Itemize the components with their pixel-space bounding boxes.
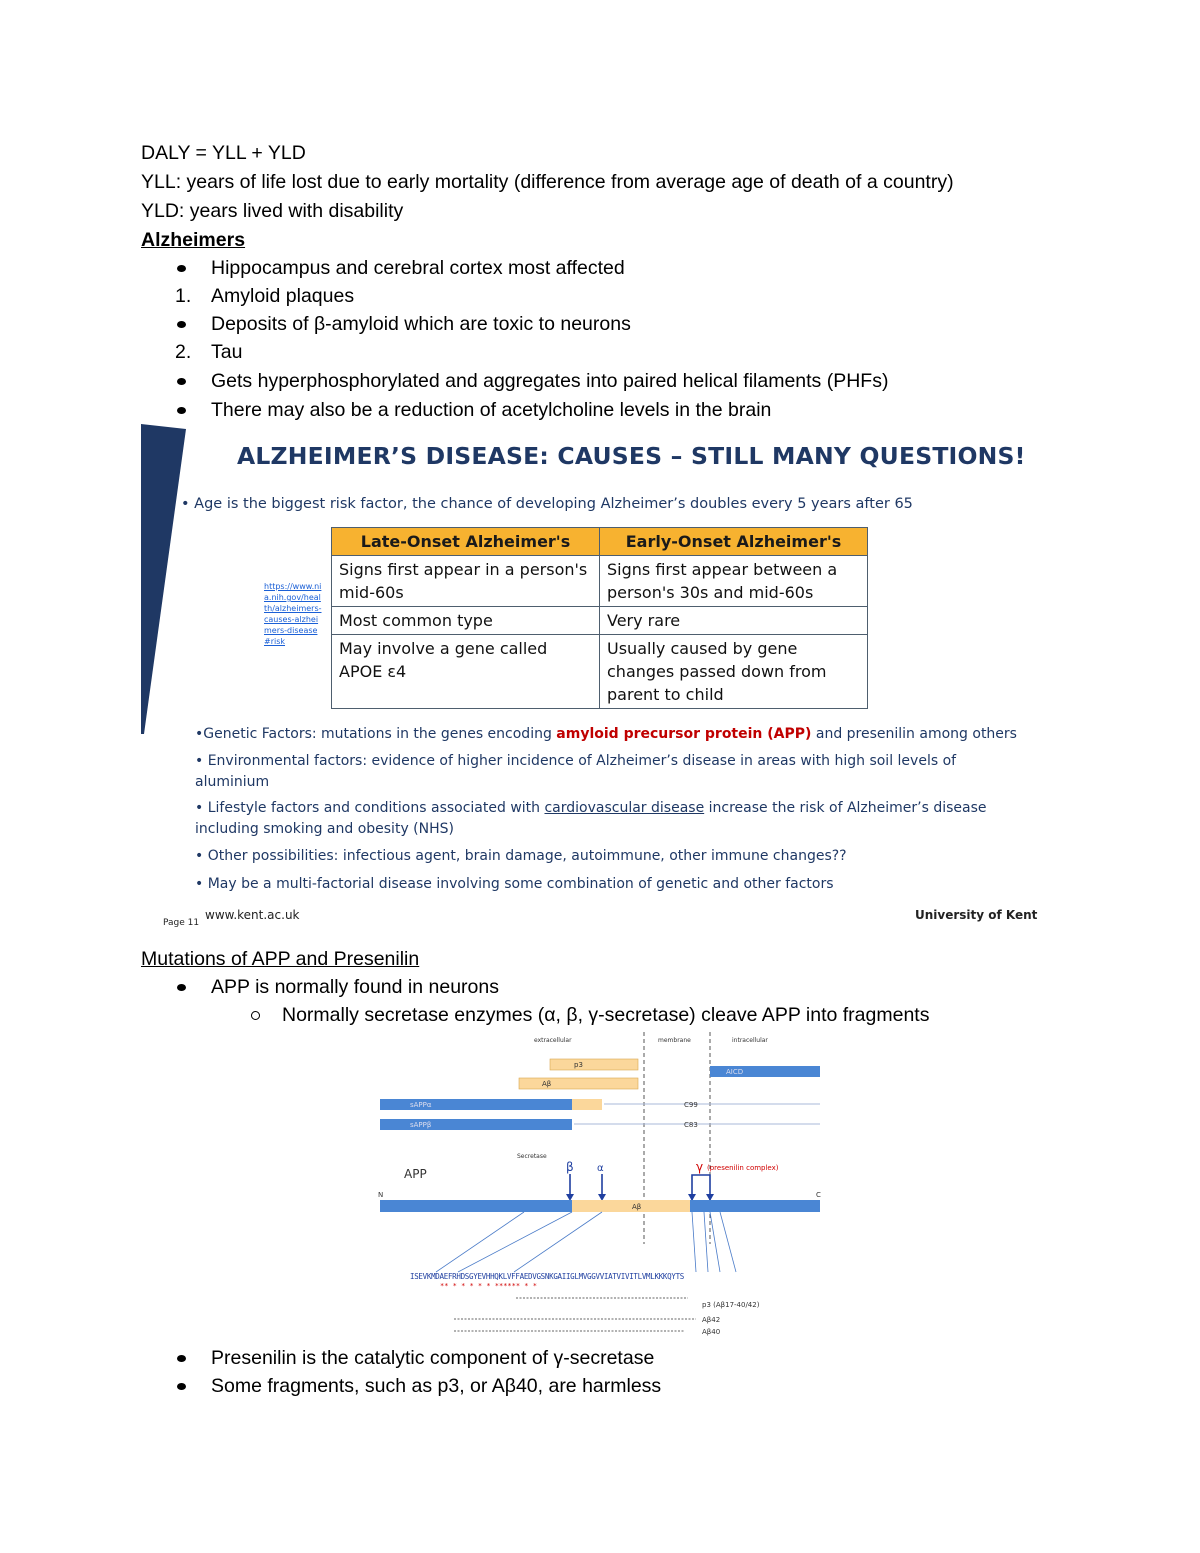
daly-formula: DALY = YLL + YLD	[141, 142, 306, 164]
bullet-icon	[177, 1355, 186, 1362]
table-header: Early-Onset Alzheimer's	[600, 528, 868, 556]
abeta-fragment-bar	[519, 1078, 638, 1089]
lecture-slide	[141, 424, 1038, 939]
website-footer: www.kent.ac.uk	[205, 908, 300, 922]
app-bar-n	[380, 1200, 572, 1212]
app-label: APP	[404, 1167, 427, 1181]
mutation-stars: ** * * * * * ****** * *	[440, 1282, 537, 1290]
lifestyle-factors-cont: including smoking and obesity (NHS)	[195, 821, 454, 837]
mutations-heading: Mutations of APP and Presenilin	[141, 948, 420, 970]
secretase-label: Secretase	[517, 1153, 547, 1160]
multifactorial-point: • May be a multi-factorial disease involving some combination of genetic and other factors	[195, 876, 834, 892]
gamma-bracket-icon	[692, 1175, 710, 1201]
other-possibilities: • Other possibilities: infectious agent, brain damage, autoimmune, other immune changes??	[195, 848, 847, 864]
bullet-icon	[177, 378, 186, 385]
peptide-sequence: ISEVKMDAEFRHDSGYEVHHQKLVFFAEDVGSNKGAIIGLMVGGVVIATVIVITLVMLKKKQYTS	[410, 1272, 685, 1281]
alzheimers-heading: Alzheimers	[141, 229, 246, 251]
table-cell: Signs first appear between a person's 30s and mid-60s	[600, 556, 868, 607]
sappb-bar	[380, 1119, 572, 1130]
bullet-icon	[177, 265, 186, 272]
genetic-factors: •Genetic Factors: mutations in the genes encoding amyloid precursor protein (APP) and presenilin among others	[195, 726, 1017, 742]
table-cell: Most common type	[332, 607, 600, 635]
slide-accent-shape	[141, 424, 191, 744]
gamma-arrowhead-left-icon	[688, 1194, 696, 1201]
beta-arrowhead-icon	[566, 1194, 574, 1201]
nia-link[interactable]: https://www.nia.nih.gov/health/alzheimers-causes-alzheimers-disease#risk	[264, 582, 322, 646]
region-membrane: membrane	[658, 1037, 691, 1044]
sappb-label: sAPPβ	[410, 1121, 432, 1129]
university-logo: University of Kent	[915, 908, 1038, 922]
beta-label: β	[566, 1160, 574, 1174]
yll-definition: YLL: years of life lost due to early mortality (difference from average age of death of a country)	[141, 171, 954, 193]
onset-comparison-table	[331, 527, 868, 709]
presenilin-complex-label: (presenilin complex)	[707, 1164, 779, 1172]
gamma-arrowhead-right-icon	[706, 1194, 714, 1201]
gamma-label: γ	[696, 1160, 704, 1174]
table-cell: Very rare	[600, 607, 868, 635]
sequence-connector-lines	[436, 1212, 736, 1272]
circle-bullet-icon	[251, 1011, 260, 1020]
table-header: Late-Onset Alzheimer's	[332, 528, 600, 556]
sappa-tail-bar	[572, 1099, 602, 1110]
aicd-label: AICD	[726, 1068, 744, 1076]
cardiovascular-link[interactable]: cardiovascular disease	[544, 800, 705, 816]
app-bar-abeta	[572, 1200, 690, 1212]
bullet-icon	[177, 984, 186, 991]
c83-label: C83	[684, 1121, 698, 1129]
region-intracellular: intracellular	[732, 1037, 768, 1044]
alpha-arrowhead-icon	[598, 1194, 606, 1201]
bullet-icon	[177, 321, 186, 328]
environmental-factors: • Environmental factors: evidence of higher incidence of Alzheimer’s disease in areas with high soil levels of	[195, 753, 957, 769]
table-cell: Usually caused by gene changes passed down from parent to child	[600, 635, 868, 709]
p3-fragment-bar	[550, 1059, 638, 1070]
environmental-factors-cont: aluminium	[195, 774, 270, 790]
bullet-icon	[177, 1383, 186, 1390]
app-cleavage-diagram	[374, 1032, 830, 1344]
slide-title: ALZHEIMER’S DISEASE: CAUSES – STILL MANY QUESTIONS!	[237, 442, 1026, 470]
table-cell: May involve a gene called APOE ε4	[332, 635, 600, 709]
app-bar-c	[690, 1200, 820, 1212]
region-extracellular: extracellular	[534, 1037, 572, 1044]
sappa-bar	[380, 1099, 572, 1110]
sappa-label: sAPPα	[410, 1101, 432, 1109]
yld-definition: YLD: years lived with disability	[141, 200, 404, 222]
lifestyle-factors: • Lifestyle factors and conditions associated with cardiovascular disease increase the risk of Alzheimer’s disease	[195, 800, 987, 816]
c-terminus-label: C	[816, 1191, 821, 1199]
ab40-range-label: Aβ40	[702, 1328, 721, 1336]
age-risk-point: • Age is the biggest risk factor, the chance of developing Alzheimer’s doubles every 5 years after 65	[181, 496, 913, 512]
p3-label: p3	[574, 1061, 583, 1069]
c99-label: C99	[684, 1101, 698, 1109]
table-cell: Signs first appear in a person's mid-60s	[332, 556, 600, 607]
ab42-range-label: Aβ42	[702, 1316, 721, 1324]
bullet-icon	[177, 407, 186, 414]
n-terminus-label: N	[378, 1191, 384, 1199]
abeta-label: Aβ	[542, 1080, 552, 1088]
p3-range-label: p3 (Aβ17-40/42)	[702, 1301, 760, 1309]
app-abeta-label: Aβ	[632, 1203, 642, 1211]
page-number: Page 11	[163, 918, 200, 928]
alpha-label: α	[597, 1163, 604, 1174]
